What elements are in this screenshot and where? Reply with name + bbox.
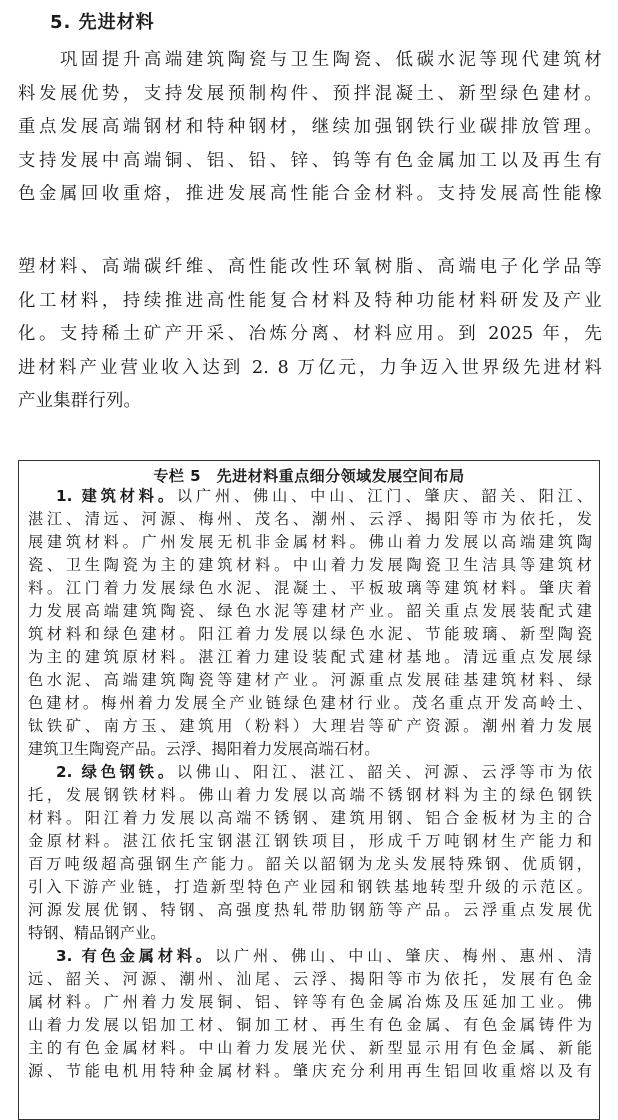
text-line: 色水泥、高端建筑陶瓷等建材产业。河源重点发展硅基建筑材料、绿: [28, 671, 592, 689]
text-line: 重点发展高端钢材和特种钢材，继续加强钢铁行业碳排放管理。: [18, 117, 602, 138]
text-line: 源、节能电机用特种金属材料。肇庆充分利用再生铝回收重熔以及有: [28, 1062, 592, 1080]
text-line: 色建材。梅州着力发展全产业链绿色建材行业。茂名重点开发高岭土、: [28, 694, 592, 712]
text-line: 进材料产业营业收入达到 2. 8 万亿元，力争迈入世界级先进材料: [18, 357, 602, 378]
text-line: 远、韶关、河源、潮州、汕尾、云浮、揭阳等市为依托，发展有色金: [28, 970, 592, 988]
text-line: 支持发展中高端铜、铝、铅、锌、钨等有色金属加工以及再生有: [18, 150, 602, 171]
sidebar-box: [18, 460, 600, 1120]
text-line: 化。支持稀土矿产开采、冶炼分离、材料应用。到 2025 年，先: [18, 324, 602, 345]
text-line: 料发展优势，支持发展预制构件、预拌混凝土、新型绿色建材。: [18, 83, 602, 104]
text-line: 展建筑材料。广州发展无机非金属材料。佛山着力发展以高端建筑陶: [28, 533, 592, 551]
text-line: 料。江门着力发展绿色水泥、混凝土、平板玻璃等建筑材料。肇庆着: [28, 579, 592, 597]
text-line: 河源发展优钢、特钢、高强度热轧带肋钢筋等产品。云浮重点发展优: [28, 901, 592, 919]
section-2-heading: 2. 绿色钢铁。: [56, 763, 177, 781]
text-line: 百万吨级超高强钢生产能力。韶关以韶钢为龙头发展特殊钢、优质钢，: [28, 855, 592, 873]
paragraph-2: [18, 251, 602, 419]
text-line: 化工材料，持续推进高性能复合材料及特种功能材料研发及产业: [18, 290, 602, 311]
section-3-first-line: [28, 945, 592, 968]
text-line: 筑材料和绿色建材。阳江着力发展以绿色水泥、节能玻璃、新型陶瓷: [28, 625, 592, 643]
section-heading: 5. 先进材料: [50, 12, 155, 33]
section-1-first-line: [28, 485, 592, 508]
paragraph-1: [18, 44, 602, 212]
text-line: 特钢、精品钢产业。: [28, 924, 166, 942]
text-line: 属材料。广州着力发展铜、铝、锌等有色金属冶炼及压延加工业。佛: [28, 993, 592, 1011]
box-body: [28, 485, 592, 1083]
text-line: 力发展高端建筑陶瓷、绿色水泥等建材产业。韶关重点发展装配式建: [28, 602, 592, 620]
text-line: 材料。阳江着力发展以高端不锈钢、建筑用钢、铝合金板材为主的合: [28, 809, 592, 827]
section-1-heading: 1. 建筑材料。: [56, 487, 177, 505]
section-2-lead: 以佛山、阳江、湛江、韶关、河源、云浮等市为依: [176, 763, 592, 781]
text-line: 塑材料、高端碳纤维、高性能改性环氧树脂、高端电子化学品等: [18, 257, 602, 277]
text-line: 为主的建筑原材料。湛江着力建设装配式建材基地。清远重点发展绿: [28, 648, 592, 666]
text-line: 湛江、清远、河源、梅州、茂名、潮州、云浮、揭阳等市为依托，发: [28, 510, 592, 528]
section-2-first-line: [28, 761, 592, 784]
text-line: 瓷、卫生陶瓷为主的建筑材料。中山着力发展陶瓷卫生洁具等建筑材: [28, 556, 592, 574]
text-line: 产业集群行列。: [18, 391, 142, 412]
text-line: 金原材料。湛江依托宝钢湛江钢铁项目，形成千万吨钢材生产能力和: [28, 832, 592, 850]
text-line: 色金属回收重熔，推进发展高性能合金材料。支持发展高性能橡: [18, 184, 602, 205]
section-3-heading: 3. 有色金属材料。: [56, 947, 215, 965]
section-3-lead: 以广州、佛山、中山、肇庆、梅州、惠州、清: [214, 947, 593, 965]
box-title: 专栏 5 先进材料重点细分领域发展空间布局: [153, 467, 465, 485]
text-line: 主的有色金属材料。中山着力发展光伏、新型显示用有色金属、新能: [28, 1039, 592, 1057]
section-1-lead: 以广州、佛山、中山、江门、肇庆、韶关、阳江、: [176, 487, 592, 505]
text-line: 山着力发展以铝加工材、铜加工材、再生有色金属、有色金属铸件为: [28, 1016, 592, 1034]
text-line: 钛铁矿、南方玉、建筑用（粉料）大理岩等矿产资源。潮州着力发展: [28, 717, 592, 735]
text-line: 托，发展钢铁材料。佛山着力发展以高端不锈钢材料为主的绿色钢铁: [28, 786, 592, 804]
text-line: 巩固提升高端建筑陶瓷与卫生陶瓷、低碳水泥等现代建筑材: [18, 50, 602, 70]
text-line: 引入下游产业链，打造新型特色产业园和钢铁基地转型升级的示范区。: [28, 878, 592, 896]
text-line: 建筑卫生陶瓷产品。云浮、揭阳着力发展高端石材。: [28, 740, 380, 758]
